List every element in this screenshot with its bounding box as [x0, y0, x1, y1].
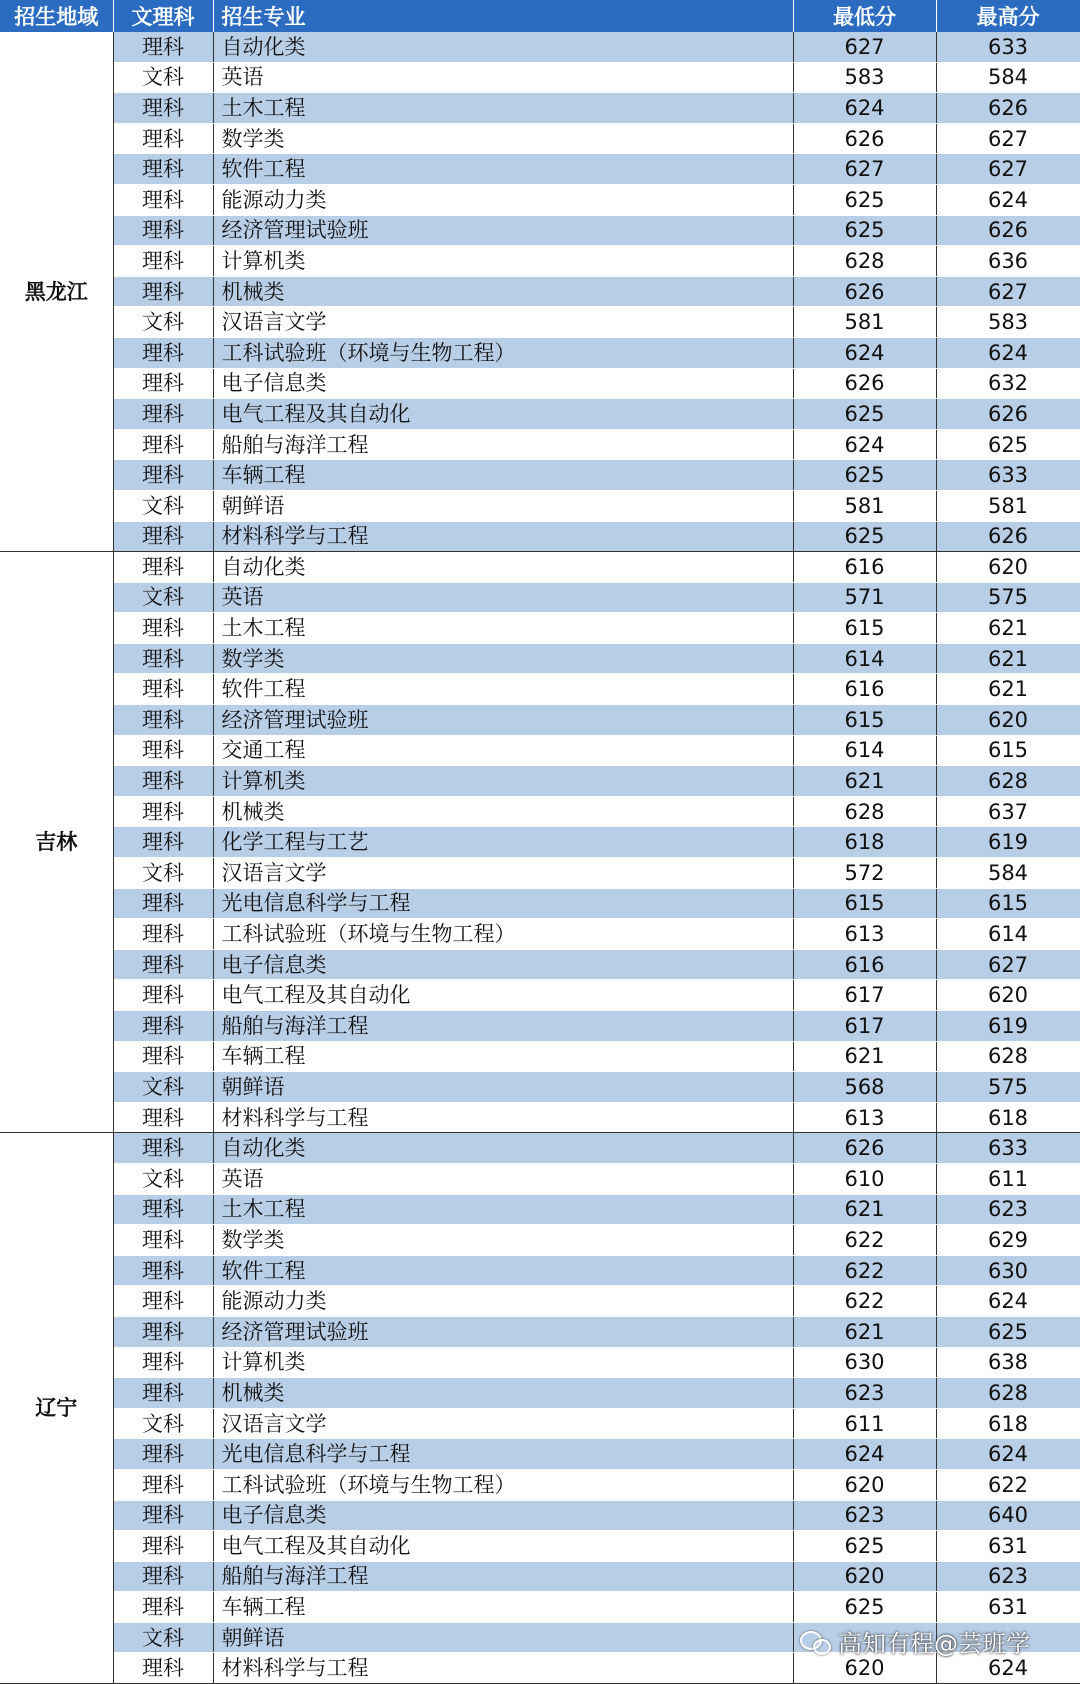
table-row: [0, 62, 1080, 93]
min-score-cell: 616: [793, 674, 936, 705]
table-row: [0, 735, 1080, 766]
table-header: [0, 0, 1080, 32]
min-score-cell: 611: [793, 1408, 936, 1439]
table-row: [0, 919, 1080, 950]
major-cell: 机械类: [213, 276, 793, 307]
min-score-cell: 613: [793, 919, 936, 950]
type-cell: 理科: [113, 154, 213, 185]
min-score-cell: 622: [793, 1255, 936, 1286]
major-cell: 经济管理试验班: [213, 705, 793, 736]
table-row: [0, 827, 1080, 858]
type-cell: 理科: [113, 1531, 213, 1562]
max-score-cell: 581: [936, 490, 1080, 521]
max-score-cell: 624: [936, 1653, 1080, 1684]
max-score-cell: 629: [936, 1225, 1080, 1256]
table-row: [0, 1408, 1080, 1439]
major-cell: 车辆工程: [213, 1041, 793, 1072]
max-score-cell: 583: [936, 307, 1080, 338]
min-score-cell: 624: [793, 337, 936, 368]
major-cell: 英语: [213, 1163, 793, 1194]
watermark-text: 高知有程@芸班学: [838, 1630, 1030, 1658]
table-row: [0, 1102, 1080, 1133]
type-cell: 理科: [113, 521, 213, 552]
type-cell: 理科: [113, 276, 213, 307]
major-cell: 数学类: [213, 1225, 793, 1256]
table-row: [0, 460, 1080, 491]
max-score-cell: 623: [936, 1194, 1080, 1225]
max-score-cell: 624: [936, 184, 1080, 215]
max-score-cell: 621: [936, 674, 1080, 705]
max-score-cell: 621: [936, 643, 1080, 674]
min-score-cell: 618: [793, 827, 936, 858]
max-score-cell: 614: [936, 919, 1080, 950]
major-cell: 土木工程: [213, 613, 793, 644]
max-score-cell: 628: [936, 766, 1080, 797]
min-score-cell: 616: [793, 949, 936, 980]
max-score-cell: 631: [936, 1592, 1080, 1623]
min-score-cell: 620: [793, 1561, 936, 1592]
major-cell: 能源动力类: [213, 1286, 793, 1317]
max-score-cell: 615: [936, 888, 1080, 919]
table-row: [0, 1347, 1080, 1378]
min-score-cell: 615: [793, 705, 936, 736]
min-score-cell: 625: [793, 521, 936, 552]
min-score-cell: 625: [793, 215, 936, 246]
table-row: [0, 337, 1080, 368]
min-score-cell: 614: [793, 735, 936, 766]
table-row: [0, 521, 1080, 552]
major-cell: 船舶与海洋工程: [213, 1561, 793, 1592]
type-cell: 理科: [113, 1011, 213, 1042]
major-cell: 土木工程: [213, 93, 793, 124]
table-row: [0, 1286, 1080, 1317]
min-score-cell: 572: [793, 858, 936, 889]
min-score-cell: 627: [793, 154, 936, 185]
table-row: [0, 1011, 1080, 1042]
type-cell: 理科: [113, 184, 213, 215]
major-cell: 朝鲜语: [213, 1622, 793, 1653]
max-score-cell: 624: [936, 1286, 1080, 1317]
max-score-cell: 637: [936, 796, 1080, 827]
table-row: [0, 949, 1080, 980]
major-cell: 电子信息类: [213, 949, 793, 980]
major-cell: 计算机类: [213, 1347, 793, 1378]
table-row: [0, 705, 1080, 736]
min-score-cell: 623: [793, 1378, 936, 1409]
table-row: [0, 1133, 1080, 1164]
max-score-cell: 615: [936, 735, 1080, 766]
type-cell: 理科: [113, 460, 213, 491]
min-score-cell: 622: [793, 1286, 936, 1317]
major-cell: 数学类: [213, 123, 793, 154]
table-row: [0, 1500, 1080, 1531]
type-cell: 理科: [113, 735, 213, 766]
max-score-cell: 620: [936, 705, 1080, 736]
type-cell: 理科: [113, 1255, 213, 1286]
table-row: [0, 1225, 1080, 1256]
min-score-cell: 623: [793, 1500, 936, 1531]
table-row: [0, 1316, 1080, 1347]
type-cell: 理科: [113, 429, 213, 460]
table-row: [0, 1041, 1080, 1072]
type-cell: 理科: [113, 32, 213, 62]
min-score-cell: 613: [793, 1102, 936, 1133]
major-cell: 经济管理试验班: [213, 1316, 793, 1347]
type-cell: 理科: [113, 980, 213, 1011]
min-score-cell: 620: [793, 1469, 936, 1500]
major-cell: 自动化类: [213, 1133, 793, 1164]
header-major: 招生专业: [213, 0, 793, 32]
max-score-cell: 625: [936, 429, 1080, 460]
max-score-cell: 618: [936, 1408, 1080, 1439]
max-score-cell: 624: [936, 337, 1080, 368]
major-cell: 工科试验班（环境与生物工程）: [213, 1469, 793, 1500]
table-row: [0, 215, 1080, 246]
table-row: [0, 1072, 1080, 1103]
type-cell: 文科: [113, 858, 213, 889]
region-cell: 黑龙江: [0, 32, 113, 552]
min-score-cell: 583: [793, 62, 936, 93]
type-cell: 文科: [113, 307, 213, 338]
major-cell: 英语: [213, 62, 793, 93]
major-cell: 电气工程及其自动化: [213, 980, 793, 1011]
type-cell: 理科: [113, 1316, 213, 1347]
table-row: [0, 1561, 1080, 1592]
major-cell: 机械类: [213, 796, 793, 827]
max-score-cell: 626: [936, 399, 1080, 430]
max-score-cell: 628: [936, 1378, 1080, 1409]
max-score-cell: 632: [936, 368, 1080, 399]
major-cell: 车辆工程: [213, 1592, 793, 1623]
major-cell: 材料科学与工程: [213, 1102, 793, 1133]
type-cell: 文科: [113, 582, 213, 613]
wechat-icon: [800, 1629, 830, 1655]
major-cell: 朝鲜语: [213, 490, 793, 521]
min-score-cell: 617: [793, 1011, 936, 1042]
major-cell: 电子信息类: [213, 1500, 793, 1531]
max-score-cell: 625: [936, 1316, 1080, 1347]
type-cell: 理科: [113, 766, 213, 797]
table-body: [0, 32, 1080, 1684]
type-cell: 理科: [113, 1041, 213, 1072]
min-score-cell: 624: [793, 429, 936, 460]
min-score-cell: 626: [793, 123, 936, 154]
table-row: [0, 613, 1080, 644]
table-row: [0, 429, 1080, 460]
max-score-cell: 619: [936, 827, 1080, 858]
min-score-cell: 630: [793, 1347, 936, 1378]
type-cell: 理科: [113, 552, 213, 583]
table-row: [0, 368, 1080, 399]
min-score-cell: 581: [793, 490, 936, 521]
type-cell: 理科: [113, 643, 213, 674]
min-score-cell: 621: [793, 1041, 936, 1072]
table-row: [0, 307, 1080, 338]
header-min-score: 最低分: [793, 0, 936, 32]
table-row: [0, 582, 1080, 613]
type-cell: 理科: [113, 674, 213, 705]
max-score-cell: 620: [936, 980, 1080, 1011]
type-cell: 理科: [113, 1469, 213, 1500]
major-cell: 电子信息类: [213, 368, 793, 399]
max-score-cell: 621: [936, 613, 1080, 644]
major-cell: 软件工程: [213, 154, 793, 185]
header-row: [0, 0, 1080, 32]
type-cell: 文科: [113, 1622, 213, 1653]
watermark: [800, 1624, 1030, 1659]
min-score-cell: 581: [793, 307, 936, 338]
table-row: [0, 1439, 1080, 1470]
major-cell: 英语: [213, 582, 793, 613]
type-cell: 理科: [113, 919, 213, 950]
min-score-cell: 626: [793, 1133, 936, 1164]
major-cell: 汉语言文学: [213, 1408, 793, 1439]
table-row: [0, 490, 1080, 521]
header-type: 文理科: [113, 0, 213, 32]
min-score-cell: 625: [793, 399, 936, 430]
max-score-cell: 640: [936, 1500, 1080, 1531]
table-row: [0, 1255, 1080, 1286]
type-cell: 文科: [113, 1408, 213, 1439]
table-row: [0, 643, 1080, 674]
header-region: 招生地域: [0, 0, 113, 32]
table-row: [0, 552, 1080, 583]
max-score-cell: 633: [936, 1133, 1080, 1164]
type-cell: 理科: [113, 796, 213, 827]
major-cell: 朝鲜语: [213, 1072, 793, 1103]
type-cell: 理科: [113, 1347, 213, 1378]
table-row: [0, 32, 1080, 62]
min-score-cell: 622: [793, 1225, 936, 1256]
table-row: [0, 980, 1080, 1011]
major-cell: 光电信息科学与工程: [213, 1439, 793, 1470]
max-score-cell: 627: [936, 949, 1080, 980]
min-score-cell: 615: [793, 613, 936, 644]
type-cell: 理科: [113, 1439, 213, 1470]
min-score-cell: 624: [793, 93, 936, 124]
min-score-cell: 571: [793, 582, 936, 613]
min-score-cell: 628: [793, 796, 936, 827]
table-row: [0, 123, 1080, 154]
major-cell: 计算机类: [213, 246, 793, 277]
table-row: [0, 399, 1080, 430]
max-score-cell: 611: [936, 1163, 1080, 1194]
max-score-cell: 626: [936, 215, 1080, 246]
min-score-cell: 625: [793, 184, 936, 215]
min-score-cell: 617: [793, 980, 936, 1011]
major-cell: 工科试验班（环境与生物工程）: [213, 919, 793, 950]
min-score-cell: 615: [793, 888, 936, 919]
table-row: [0, 1378, 1080, 1409]
max-score-cell: 619: [936, 1011, 1080, 1042]
type-cell: 理科: [113, 246, 213, 277]
max-score-cell: 627: [936, 276, 1080, 307]
max-score-cell: 622: [936, 1469, 1080, 1500]
min-score-cell: 621: [793, 766, 936, 797]
major-cell: 软件工程: [213, 674, 793, 705]
major-cell: 电气工程及其自动化: [213, 399, 793, 430]
table-row: [0, 796, 1080, 827]
type-cell: 理科: [113, 1500, 213, 1531]
min-score-cell: 627: [793, 32, 936, 62]
table-row: [0, 888, 1080, 919]
min-score-cell: 621: [793, 1316, 936, 1347]
max-score-cell: 584: [936, 858, 1080, 889]
type-cell: 理科: [113, 705, 213, 736]
table-row: [0, 674, 1080, 705]
min-score-cell: 568: [793, 1072, 936, 1103]
table-row: [0, 1163, 1080, 1194]
max-score-cell: 633: [936, 460, 1080, 491]
major-cell: 化学工程与工艺: [213, 827, 793, 858]
type-cell: 理科: [113, 827, 213, 858]
max-score-cell: 620: [936, 552, 1080, 583]
type-cell: 理科: [113, 123, 213, 154]
min-score-cell: 625: [793, 1592, 936, 1623]
major-cell: 汉语言文学: [213, 858, 793, 889]
min-score-cell: 626: [793, 368, 936, 399]
max-score-cell: 575: [936, 582, 1080, 613]
major-cell: 光电信息科学与工程: [213, 888, 793, 919]
table-row: [0, 246, 1080, 277]
min-score-cell: 621: [793, 1194, 936, 1225]
table-row: [0, 154, 1080, 185]
max-score-cell: 584: [936, 62, 1080, 93]
min-score-cell: 625: [793, 460, 936, 491]
min-score-cell: 620: [793, 1653, 936, 1684]
max-score-cell: 624: [936, 1439, 1080, 1470]
max-score-cell: 626: [936, 93, 1080, 124]
major-cell: 车辆工程: [213, 460, 793, 491]
table-row: [0, 184, 1080, 215]
type-cell: 理科: [113, 337, 213, 368]
major-cell: 能源动力类: [213, 184, 793, 215]
region-cell: 辽宁: [0, 1133, 113, 1684]
min-score-cell: 610: [793, 1163, 936, 1194]
max-score-cell: 575: [936, 1072, 1080, 1103]
max-score-cell: 631: [936, 1531, 1080, 1562]
major-cell: 机械类: [213, 1378, 793, 1409]
region-cell: 吉林: [0, 552, 113, 1133]
min-score-cell: 626: [793, 276, 936, 307]
major-cell: 软件工程: [213, 1255, 793, 1286]
type-cell: 理科: [113, 93, 213, 124]
max-score-cell: 633: [936, 32, 1080, 62]
type-cell: 理科: [113, 1194, 213, 1225]
major-cell: 材料科学与工程: [213, 521, 793, 552]
max-score-cell: 638: [936, 1347, 1080, 1378]
type-cell: 理科: [113, 1653, 213, 1684]
table-row: [0, 93, 1080, 124]
major-cell: 船舶与海洋工程: [213, 1011, 793, 1042]
major-cell: 汉语言文学: [213, 307, 793, 338]
min-score-cell: 616: [793, 552, 936, 583]
type-cell: 文科: [113, 490, 213, 521]
table-row: [0, 1531, 1080, 1562]
max-score-cell: 626: [936, 521, 1080, 552]
min-score-cell: 614: [793, 643, 936, 674]
max-score-cell: 628: [936, 1041, 1080, 1072]
type-cell: 文科: [113, 62, 213, 93]
type-cell: 文科: [113, 1072, 213, 1103]
type-cell: 理科: [113, 1225, 213, 1256]
type-cell: 理科: [113, 1102, 213, 1133]
min-score-cell: 628: [793, 246, 936, 277]
major-cell: 计算机类: [213, 766, 793, 797]
max-score-cell: 636: [936, 246, 1080, 277]
table-row: [0, 276, 1080, 307]
type-cell: 理科: [113, 949, 213, 980]
max-score-cell: 630: [936, 1255, 1080, 1286]
type-cell: 理科: [113, 1592, 213, 1623]
type-cell: 理科: [113, 215, 213, 246]
table-row: [0, 1592, 1080, 1623]
major-cell: 数学类: [213, 643, 793, 674]
type-cell: 理科: [113, 1133, 213, 1164]
table-row: [0, 1194, 1080, 1225]
major-cell: 经济管理试验班: [213, 215, 793, 246]
type-cell: 理科: [113, 1561, 213, 1592]
major-cell: 工科试验班（环境与生物工程）: [213, 337, 793, 368]
max-score-cell: 627: [936, 154, 1080, 185]
major-cell: 自动化类: [213, 552, 793, 583]
type-cell: 文科: [113, 1163, 213, 1194]
major-cell: 材料科学与工程: [213, 1653, 793, 1684]
major-cell: 交通工程: [213, 735, 793, 766]
table-row: [0, 1469, 1080, 1500]
max-score-cell: 618: [936, 1102, 1080, 1133]
major-cell: 船舶与海洋工程: [213, 429, 793, 460]
header-max-score: 最高分: [936, 0, 1080, 32]
max-score-cell: 627: [936, 123, 1080, 154]
max-score-cell: 623: [936, 1561, 1080, 1592]
major-cell: 自动化类: [213, 32, 793, 62]
type-cell: 理科: [113, 888, 213, 919]
type-cell: 理科: [113, 613, 213, 644]
min-score-cell: 625: [793, 1531, 936, 1562]
min-score-cell: 624: [793, 1439, 936, 1470]
type-cell: 理科: [113, 1286, 213, 1317]
major-cell: 土木工程: [213, 1194, 793, 1225]
table-row: [0, 766, 1080, 797]
table-row: [0, 858, 1080, 889]
type-cell: 理科: [113, 399, 213, 430]
type-cell: 理科: [113, 1378, 213, 1409]
major-cell: 电气工程及其自动化: [213, 1531, 793, 1562]
type-cell: 理科: [113, 368, 213, 399]
